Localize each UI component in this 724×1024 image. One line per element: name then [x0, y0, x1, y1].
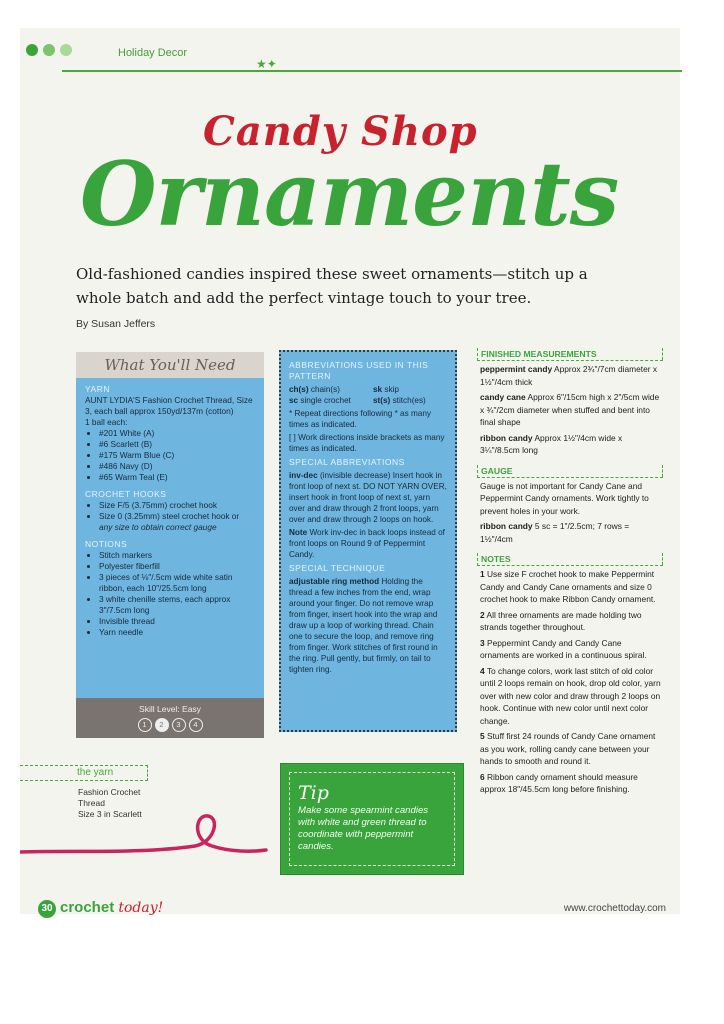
notions-heading: NOTIONS: [85, 539, 128, 549]
abbr-term: sk: [373, 385, 383, 394]
list-item: • 3 pieces of ⅛"/.5cm wide white satin ribbon, each 10"/25.5cm long: [99, 572, 257, 594]
skill-level-circle: 4: [189, 718, 203, 732]
skill-level-circle: 1: [138, 718, 152, 732]
yarn-text: AUNT LYDIA'S Fashion Crochet Thread, Size 3, each ball approx 150yd/137m (cotton): [85, 395, 253, 416]
hooks-list: [85, 500, 257, 522]
notions-list: [85, 550, 257, 638]
list-item: • Stitch markers: [99, 550, 257, 561]
skill-level-circle-active: 2: [155, 718, 169, 732]
abbr-def: chain(s): [310, 385, 340, 394]
measure-item: [480, 363, 663, 388]
list-item: • #486 Navy (D): [99, 461, 257, 472]
gauge-section: [477, 465, 663, 546]
gauge-value: 5 sc = 1"/2.5cm; 7 rows = 1½"/4cm: [480, 521, 630, 544]
brand-logo: [60, 899, 163, 916]
abbr-term: ch(s): [289, 385, 309, 394]
invdec-term: inv-dec: [289, 471, 318, 480]
yarn-strand-icon: [20, 810, 270, 860]
measure-term: candy cane: [480, 392, 526, 402]
note-text: Work inv-dec in back loops instead of front loops on Round 9 of Peppermint Candy.: [289, 528, 445, 559]
note-item: [480, 609, 663, 634]
note-number: 3: [480, 637, 485, 648]
intro-text: Old-fashioned candies inspired these sweet ornaments—stitch up a whole batch and add the perfect vintage touch to your tree.: [76, 265, 588, 307]
tip-title: Tip: [298, 782, 329, 804]
invdec-entry: [289, 470, 447, 525]
list-item: • Size 0 (3.25mm) steel crochet hook or: [99, 511, 257, 522]
brand-name: crochet: [60, 899, 115, 916]
abbr-def: stitch(es): [392, 396, 426, 405]
abbr-def: single crochet: [300, 396, 351, 405]
brand-name-suffix: today!: [118, 900, 164, 916]
abbr-entry: [373, 395, 447, 406]
section-label: Holiday Decor: [118, 47, 188, 59]
yarn-sub: 1 ball each:: [85, 417, 128, 427]
list-item: • #65 Warm Teal (E): [99, 472, 257, 483]
hooks-note: any size to obtain correct gauge: [99, 522, 217, 532]
technique-heading: SPECIAL TECHNIQUE: [289, 563, 386, 573]
note-number: 6: [480, 771, 485, 782]
list-item: • #201 White (A): [99, 428, 257, 439]
tip-text: Make some spearmint candies with white and green thread to coordinate with peppermint candies.: [298, 805, 429, 852]
note-text: Peppermint Candy and Candy Cane ornaments are worked in a continuous spiral.: [480, 637, 647, 660]
measure-text: Approx 6"/15cm high x 2"/5cm wide x ¾"/2cm diameter when stuffed and bent into final shape: [480, 392, 660, 427]
measure-item: [480, 391, 663, 429]
materials-box: [76, 352, 264, 738]
page-number: 30: [38, 900, 56, 918]
hooks-heading: CROCHET HOOKS: [85, 489, 167, 499]
list-item: • #6 Scarlett (B): [99, 439, 257, 450]
list-item: • Invisible thread: [99, 616, 257, 627]
list-item: • #175 Warm Blue (C): [99, 450, 257, 461]
abbr-entry: [289, 395, 373, 406]
abbr-term: sc: [289, 396, 299, 405]
abbr-def: skip: [384, 385, 399, 394]
note-text: To change colors, work last stitch of old color until 2 loops remain on hook, drop old color, yarn over with new color and draw through 2 loops on hook. Continue with new color until next color change.: [480, 665, 661, 726]
note-term: Note: [289, 528, 308, 537]
note-item: [480, 568, 663, 606]
abbr-heading: ABBREVIATIONS USED IN THIS PATTERN: [289, 360, 429, 381]
yarn-sample-label: the yarn: [20, 765, 148, 781]
note-text: All three ornaments are made holding two strands together throughout.: [480, 609, 642, 632]
finished-section: [477, 348, 663, 457]
gauge-term: ribbon candy: [480, 521, 533, 531]
yarn-sample-text-2: Size 3 in Scarlett: [78, 809, 142, 819]
right-column: [477, 348, 663, 804]
star-icon: ★✦: [256, 57, 277, 71]
materials-heading: What You'll Need: [76, 352, 264, 378]
note-text: Use size F crochet hook to make Peppermint Candy and Candy Cane ornaments and size 0 crochet hook to make Ribbon Candy ornament.: [480, 569, 656, 604]
measure-text: Approx 1½"/4cm wide x 3¼"/8.5cm long: [480, 432, 623, 455]
note-number: 5: [480, 731, 485, 741]
note-item: [480, 637, 663, 662]
note-entry: [289, 527, 447, 560]
header-dots: [26, 44, 72, 56]
abbr-note: [ ] Work directions inside brackets as many times as indicated.: [289, 433, 445, 453]
note-item: [480, 730, 663, 768]
measure-item: [480, 432, 663, 457]
abbr-entry: [373, 384, 447, 395]
yarn-sample-text-1: Fashion Crochet Thread: [78, 787, 141, 808]
note-number: 4: [480, 665, 485, 676]
measure-text: Approx 2¾"/7cm diameter x 1½"/4cm thick: [480, 364, 658, 387]
measure-term: ribbon candy: [480, 432, 533, 443]
yarn-heading: YARN: [85, 384, 110, 394]
title-line-2: Ornaments: [80, 142, 619, 246]
skill-level-bar: [76, 698, 264, 738]
finished-heading: FINISHED MEASUREMENTS: [477, 348, 663, 361]
ring-term: adjustable ring method: [289, 577, 380, 586]
byline: By Susan Jeffers: [76, 318, 156, 330]
green-dot-icon: [60, 44, 72, 56]
green-dot-icon: [26, 44, 38, 56]
note-number: 1: [480, 569, 485, 579]
skill-level-label: Skill Level: Easy: [139, 704, 201, 714]
yarn-list: [85, 428, 257, 483]
ring-text: Holding the thread a few inches from the end, wrap around your finger. Do not remove wrap from finger, insert hook into the wrap and draw up a loop of working thread. Chain one to secure the loop, and remove ring from finger. Work stitches of first round in the ring. Pull gently, but firmly, on tail to tighten ring.: [289, 577, 438, 674]
tip-box: [280, 763, 464, 875]
skill-level-circle: 3: [172, 718, 186, 732]
abbreviations-box: [279, 350, 457, 732]
gauge-heading: GAUGE: [477, 465, 663, 478]
website-link[interactable]: www.crochettoday.com: [563, 903, 666, 914]
list-item: • Polyester fiberfill: [99, 561, 257, 572]
invdec-text: (invisible decrease) Insert hook in front loop of next st. DO NOT YARN OVER, insert hook in front loop of next st, yarn over and draw through 2 front loops, yarn over and draw through 2 loops on hook.: [289, 471, 447, 524]
note-item: [480, 665, 663, 728]
special-abbr-heading: SPECIAL ABBREVIATIONS: [289, 457, 405, 467]
ring-entry: [289, 576, 447, 675]
list-item: • 3 white chenille stems, each approx 3"/7.5cm long: [99, 594, 257, 616]
gauge-item: [480, 520, 663, 545]
gauge-text: Gauge is not important for Candy Cane and Peppermint Candy ornaments. Work tightly to prevent holes in your work.: [480, 480, 649, 516]
list-item: • Size F/5 (3.75mm) crochet hook: [99, 500, 257, 511]
note-item: [480, 771, 663, 796]
notes-heading: NOTES: [477, 553, 663, 566]
note-text: Ribbon candy ornament should measure approx 18"/45.5cm long before finishing.: [480, 771, 638, 794]
measure-term: peppermint candy: [480, 364, 553, 374]
note-number: 2: [480, 609, 485, 620]
abbr-entry: [289, 384, 373, 395]
green-dot-icon: [43, 44, 55, 56]
title-line-1: Candy Shop: [203, 108, 478, 155]
list-item: • Yarn needle: [99, 627, 257, 638]
notes-section: [477, 553, 663, 796]
abbr-note: * Repeat directions following * as many times as indicated.: [289, 409, 431, 429]
header-rule: [62, 70, 682, 72]
note-text: Stuff first 24 rounds of Candy Cane ornament as you work, rolling candy cane between your hands to smooth and round it.: [480, 731, 656, 766]
abbr-term: st(s): [373, 396, 391, 405]
